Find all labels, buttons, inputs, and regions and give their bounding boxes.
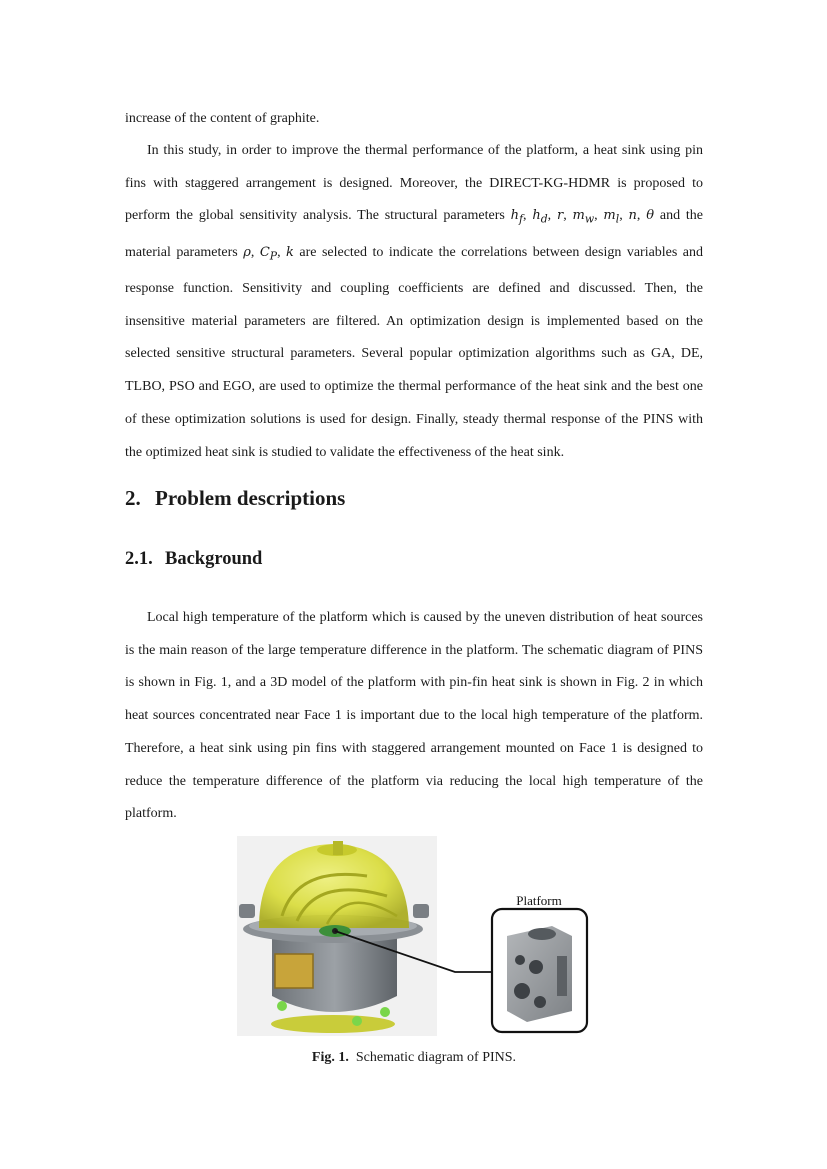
section-heading xyxy=(125,486,703,511)
material-parameters: ρ, $C_P$, k xyxy=(243,244,294,263)
platform-label: Platform xyxy=(516,893,562,908)
subsection-title: Background xyxy=(165,549,263,569)
structural-parameters: $h_f$, $h_d$, r, $m_w$, $m_l$, n, θ xyxy=(510,208,655,226)
paragraph-text: In this study, in order to improve the thermal performance of the platform, a heat sink using pin fins with staggered arrangement is designed. Moreover, the DIRECT-KG-HDMR is proposed to perform the global sensitivity analysis. The structural parameters xyxy=(125,143,703,224)
pins-schematic-image xyxy=(237,836,597,1036)
paragraph-study-overview xyxy=(125,135,703,469)
paragraph-text: and the material parameters xyxy=(125,208,703,260)
paragraph-text: are selected to indicate the correlations between design variables and response function. Sensitivity and coupling coefficients are defined and discussed. Then, the insensitive material parameters are filtered. An optimization design is implemented based on the selected sensitive structural parameters. Several popular optimization algorithms such as GA, DE, TLBO, PSO and EGO, are used to optimize the thermal performance of the heat sink and the best one of these optimization solutions is used for design. Finally, steady thermal response of the PINS with the optimized heat sink is studied to validate the effectiveness of the heat sink. xyxy=(125,244,704,460)
subsection-heading xyxy=(125,549,703,570)
caption-label: Fig. 1. xyxy=(311,1050,349,1065)
paragraph-intro-end: increase of the content of graphite. xyxy=(125,111,320,126)
section-number: 2. xyxy=(125,486,141,510)
subsection-number: 2.1. xyxy=(125,549,153,569)
figure-caption xyxy=(125,1050,703,1066)
caption-text: Schematic diagram of PINS. xyxy=(355,1050,517,1065)
figure-schematic-pins xyxy=(237,836,597,1036)
section-title: Problem descriptions xyxy=(155,486,346,510)
paragraph-background: Local high temperature of the platform which is caused by the uneven distribution of heat sources is the main reason of the large temperature difference in the platform. The schematic diagram of PINS is shown in Fig. 1, and a 3D model of the platform with pin-fin heat sink is shown in Fig. 2 in which heat sources concentrated near Face 1 is important due to the local high temperature of the platform. Therefore, a heat sink using pin fins with staggered arrangement mounted on Face 1 is designed to reduce the temperature difference of the platform via reducing the local high temperature of the platform. xyxy=(125,610,703,822)
